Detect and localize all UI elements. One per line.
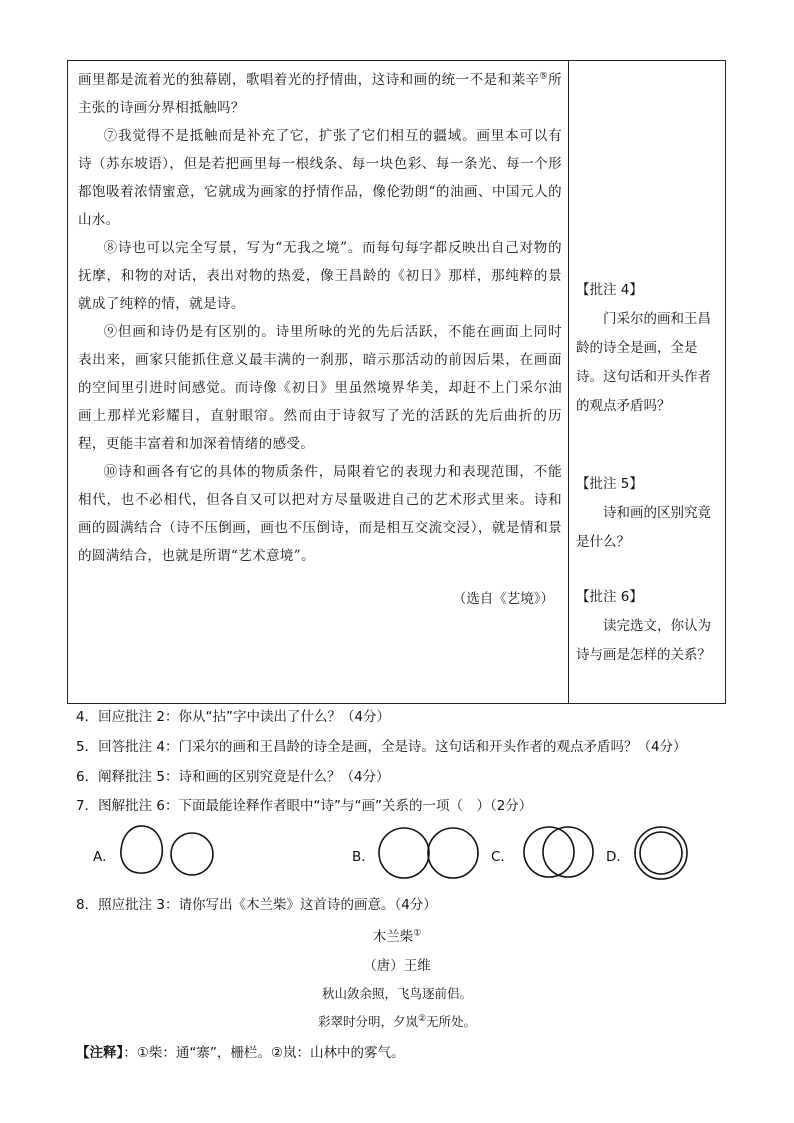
option-b-circle-right <box>428 828 478 878</box>
option-a-label[interactable]: A． <box>93 849 116 865</box>
poem-line-text: 彩翠时分明，夕岚 <box>317 1014 418 1029</box>
annotation-body: 门采尔的画和王昌龄的诗全是画，全是诗。这句话和开头作者的观点矛盾吗？ <box>576 311 711 414</box>
option-b-circle-left <box>379 828 429 878</box>
question-4: 4．回应批注 2：你从“拈”字中读出了什么？（4分） <box>76 709 391 725</box>
question-6: 6．阐释批注 5：诗和画的区别究竟是什么？（4分） <box>76 769 390 785</box>
passage-paragraph-7: ⑦我觉得不是抵触而是补充了它，扩张了它们相互的疆域。画里本可以有诗（苏东坡语），但是若把画里每一根线条、每一块色彩、每一条光、每一个形都饱吸着浓情蜜意，它就成为画家的抒情作品，像伦勃朗“的油画、中国元人的山水。 <box>78 128 562 228</box>
option-b-label[interactable]: B． <box>352 849 375 865</box>
question-7: 7．图解批注 6：下面最能诠释作者眼中“诗”与“画”关系的一项（ ）（2分） <box>76 798 533 814</box>
option-d-circle-inner <box>640 832 682 874</box>
annotation-body: 读完选文，你认为诗与画是怎样的关系？ <box>576 618 711 663</box>
option-d-label[interactable]: D． <box>606 849 630 865</box>
reading-passage <box>78 66 562 570</box>
passage-source: （选自《艺境》） <box>452 591 554 607</box>
annotation-5 <box>576 470 722 557</box>
question-5: 5．回答批注 4：门采尔的画和王昌龄的诗全是画，全是诗。这句话和开头作者的观点矛盾吗？（4分） <box>76 739 687 755</box>
annotation-4 <box>576 276 722 421</box>
passage-paragraph-10: ⑩诗和画各有它的具体的物质条件，局限着它的表现力和表现范围，不能相代，也不必相代，但各自又可以把对方尽量吸进自己的艺术形式里来。诗和画的圆满结合（诗不压倒画，画也不压倒诗，而是相互交流交浸），就是情和景的圆满结合，也就是所谓“艺术意境”。 <box>78 464 562 564</box>
passage-paragraph-6-end <box>78 66 562 122</box>
annotation-column-divider <box>568 60 569 704</box>
footnote-label: 【注释】 <box>76 1045 124 1061</box>
poem-line-2 <box>0 1012 794 1030</box>
annotation-title: 【批注 4】 <box>576 282 643 298</box>
question-8: 8．照应批注 3：请你写出《木兰柴》这首诗的画意。（4分） <box>76 897 437 913</box>
option-c-circle-right <box>543 827 593 877</box>
option-a-circle-right <box>171 833 213 875</box>
annotation-title: 【批注 6】 <box>576 589 643 605</box>
option-c-label[interactable]: C． <box>491 849 514 865</box>
footnote <box>76 1041 404 1061</box>
poem-author: （唐）王维 <box>363 958 431 974</box>
passage-line-text: 画里都是流着光的独幕剧，歌唱着光的抒情曲，这诗和画的统一不是和莱辛 <box>78 72 540 88</box>
annotation-6 <box>576 583 722 670</box>
footnote-mark: ① <box>413 928 422 939</box>
poem-line-text: 无所处。 <box>426 1014 477 1029</box>
passage-paragraph-8: ⑧诗也可以完全写景，写为“无我之境”。而每句每字都反映出自己对物的抚摩，和物的对话，表出对物的热爱，像王昌龄的《初日》那样，那纯粹的景就成了纯粹的情，就是诗。 <box>78 240 562 312</box>
passage-paragraph-9: ⑨但画和诗仍是有区别的。诗里所咏的光的先后活跃，不能在画面上同时表出来，画家只能抓住意义最丰满的一刹那，暗示那活动的前因后果，在画面的空间里引进时间感觉。而诗像《初日》里虽然境界华美，却赶不上门采尔油画上那样光彩耀目，直射眼帘。然而由于诗叙写了光的活跃的先后曲折的历程，更能丰富着和加深着情绪的感受。 <box>78 324 562 452</box>
poem-line-1: 秋山敛余照，飞鸟逐前侣。 <box>321 986 472 1001</box>
poem-title-text: 木兰柴 <box>372 929 414 945</box>
footnote-text: ：①柴：通“寨”，栅栏。②岚：山林中的雾气。 <box>123 1045 405 1061</box>
annotation-title: 【批注 5】 <box>576 476 643 492</box>
annotation-body: 诗和画的区别究竟是什么？ <box>576 505 711 550</box>
option-a-circle-left <box>121 826 162 873</box>
passage-line-text: 所主张的诗画分界相抵触吗？ <box>78 72 563 116</box>
footnote-mark: ⑤ <box>539 71 549 82</box>
option-d-circle-outer <box>635 827 687 879</box>
footnote-mark: ② <box>417 1013 427 1024</box>
option-c-circle-left <box>524 827 574 877</box>
poem-title <box>0 925 794 945</box>
